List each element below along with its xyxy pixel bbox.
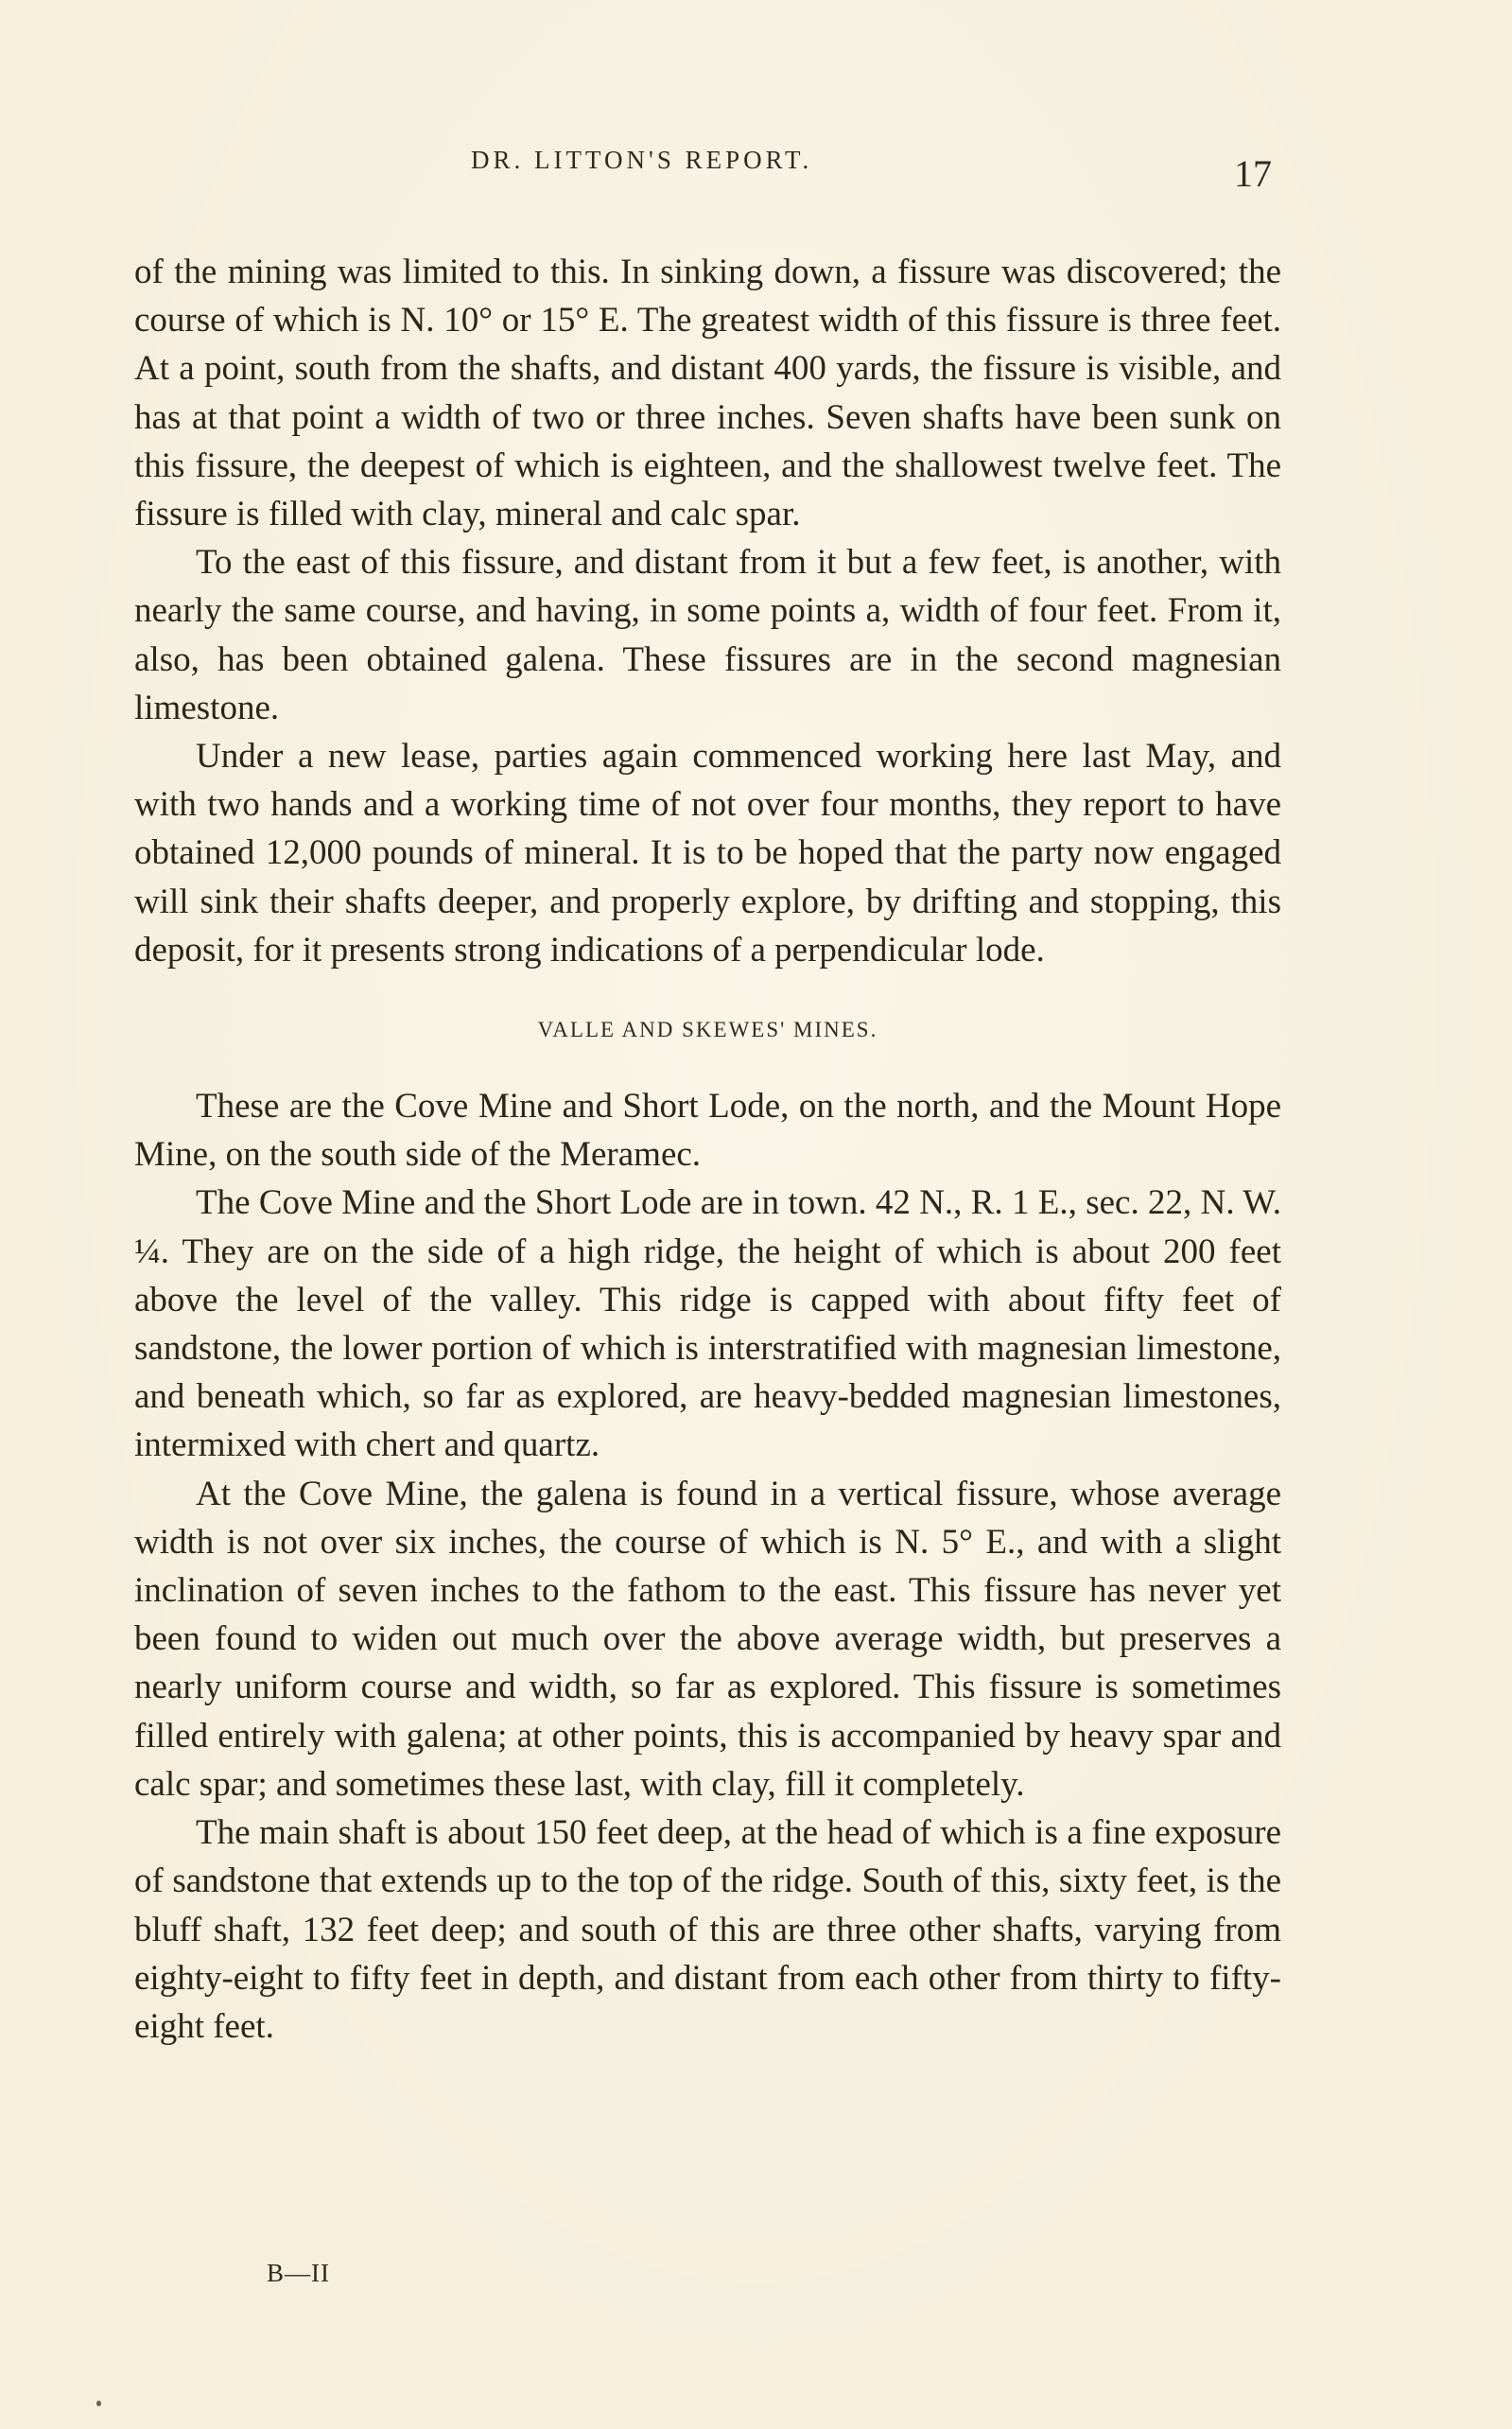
paper-speck (96, 2401, 101, 2406)
paragraph: These are the Cove Mine and Short Lode, on the north, and the Mount Hope Mine, on the south side of the Meramec. (134, 1087, 1281, 1175)
paragraph-continued: of the mining was limited to this. In sinking down, a fissure was discovered; the course of which is N. 10° or 15° E. The greatest width of this fissure is three feet. At a point, south from the shafts, and distant 400 yards, the fissure is visible, and has at that point a width of two or three inches. Seven shafts have been sunk on this fissure, the deepest of which is eighteen, and the shallowest twelve feet. The fissure is filled with clay, mineral and calc spar. (134, 253, 1281, 534)
body-text (134, 248, 1281, 2051)
section-heading: VALLE AND SKEWES' MINES. (537, 1018, 878, 1042)
paragraph: At the Cove Mine, the galena is found in a vertical fissure, whose average width is not over six inches, the course of which is N. 5° E., and with a slight inclination of seven inches to the fathom to the east. This fissure has never yet been found to widen out much over the above average width, but preserves a nearly uniform course and width, so far as explored. This fissure is sometimes filled entirely with galena; at other points, this is accompanied by heavy spar and calc spar; and sometimes these last, with clay, fill it completely. (134, 1474, 1281, 1804)
paragraph: Under a new lease, parties again commenced working here last May, and with two hands and a working time of not over four months, they report to have obtained 12,000 pounds of mineral. It is to be hoped that the party now engaged will sink their shafts deeper, and properly explore, by drifting and stopping, this deposit, for it presents strong indications of a perpendicular lode. (134, 737, 1281, 970)
page-number: 17 (1234, 152, 1272, 195)
paragraph: The main shaft is about 150 feet deep, at the head of which is a fine exposure of sandstone that extends up to the top of the ridge. South of this, sixty feet, is the bluff shaft, 132 feet deep; and south of this are three other shafts, varying from eighty-eight to fifty feet in depth, and distant from each other from thirty to fifty-eight feet. (134, 1813, 1281, 2046)
signature-mark: B—II (267, 2259, 330, 2287)
paragraph: The Cove Mine and the Short Lode are in town. 42 N., R. 1 E., sec. 22, N. W. ¼. They are on the side of a high ridge, the height of which is about 200 feet above the level of the valley. This ridge is capped with about fifty feet of sandstone, the lower portion of which is interstratified with magnesian limestone, and beneath which, so far as explored, are heavy-bedded magnesian limestones, intermixed with chert and quartz. (134, 1183, 1281, 1465)
paragraph: To the east of this fissure, and distant from it but a few feet, is another, with nearly the same course, and having, in some points a, width of four feet. From it, also, has been obtained galena. These fissures are in the second magnesian limestone. (134, 543, 1281, 727)
running-head: DR. LITTON'S REPORT. (471, 146, 813, 174)
